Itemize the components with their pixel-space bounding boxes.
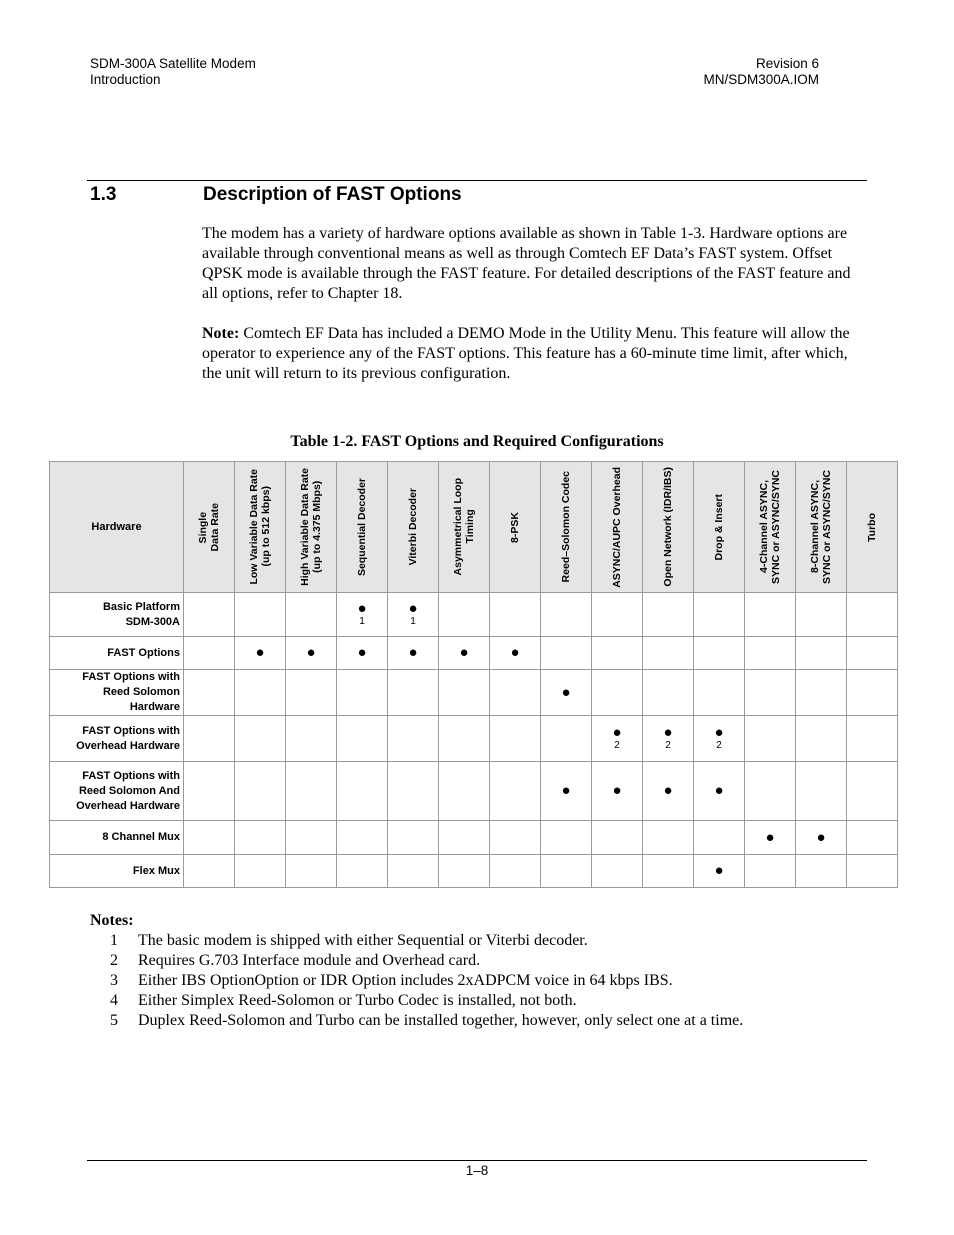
table-cell: [847, 716, 898, 762]
table-cell: [847, 762, 898, 821]
table-row: [50, 716, 898, 762]
note-text: The basic modem is shipped with either Sequential or Viterbi decoder.: [138, 932, 588, 949]
table-cell: [490, 855, 541, 888]
table-cell: [388, 670, 439, 716]
table-cell: [541, 762, 592, 821]
table-cell: [796, 716, 847, 762]
support-marker: ●: [714, 862, 724, 879]
column-header-label: Open Network (IDR/IBS): [662, 467, 674, 587]
table-cell: [745, 821, 796, 855]
column-header-label: Viterbi Decoder: [407, 488, 419, 566]
table-cell: [439, 821, 490, 855]
table-cell: [541, 593, 592, 637]
note-number: 2: [110, 952, 118, 969]
column-header: [643, 462, 694, 593]
table-row: [50, 670, 898, 716]
support-marker: ●: [816, 828, 826, 846]
table-cell: [286, 670, 337, 716]
table-cell: [184, 670, 235, 716]
table-cell: [592, 593, 643, 637]
table-cell: [796, 821, 847, 855]
table-row: [50, 637, 898, 670]
table-header: [50, 462, 898, 593]
support-marker: ●: [612, 723, 622, 741]
table-cell: [337, 762, 388, 821]
section-number: 1.3: [90, 184, 117, 205]
table-cell: [796, 670, 847, 716]
table-cell: [286, 637, 337, 670]
table-cell: [694, 762, 745, 821]
table-cell: [286, 593, 337, 637]
table-cell: [184, 637, 235, 670]
table-cell: [286, 855, 337, 888]
note-text: Duplex Reed-Solomon and Turbo can be installed together, however, only select one at a time.: [138, 1012, 744, 1029]
table-cell: [439, 855, 490, 888]
header-chapter: Introduction: [90, 72, 161, 87]
support-marker: ●: [663, 723, 673, 741]
table-cell: [694, 716, 745, 762]
column-header-label: Sequential Decoder: [356, 477, 368, 577]
hardware-column-header: Hardware: [50, 462, 184, 593]
column-header: [592, 462, 643, 593]
table-cell: [541, 821, 592, 855]
column-header: [847, 462, 898, 593]
table-cell: [439, 670, 490, 716]
table-cell: [796, 762, 847, 821]
table-cell: [337, 821, 388, 855]
header-right: [703, 56, 819, 88]
column-header: [337, 462, 388, 593]
table-cell: [694, 855, 745, 888]
column-header-label: 4-Channel ASYNC, SYNC or ASYNC/SYNC: [758, 470, 782, 584]
column-header: [286, 462, 337, 593]
support-marker: ●: [306, 644, 316, 661]
table-cell: [235, 821, 286, 855]
column-header-label: Turbo: [866, 512, 878, 542]
header-doc-number: MN/SDM300A.IOM: [703, 72, 819, 87]
table-cell: [643, 670, 694, 716]
fast-options-table: [49, 461, 898, 888]
table-row: [50, 821, 898, 855]
note-item: [110, 931, 743, 951]
note-number: 4: [110, 992, 118, 1009]
table-cell: [235, 762, 286, 821]
table-header-row: [50, 462, 898, 593]
table-cell: [490, 637, 541, 670]
table-cell: [541, 716, 592, 762]
table-cell: [337, 716, 388, 762]
intro-paragraph: The modem has a variety of hardware options available as shown in Table 1-3. Hardware options are available through conventional means as well as through Comtech EF Data’s FAST system. Offset QPSK mode is available through the FAST feature. For detailed descriptions of the FAST feature and all options, refer to Chapter 18.: [202, 225, 851, 302]
table-cell: [184, 855, 235, 888]
support-marker: ●: [561, 683, 571, 701]
note-item: [110, 971, 743, 991]
header-document-title: SDM-300A Satellite Modem: [90, 56, 256, 71]
table-cell: [541, 670, 592, 716]
page-number: 1–8: [465, 1163, 489, 1178]
table-cell: [541, 637, 592, 670]
table-cell: [490, 762, 541, 821]
table-cell: [235, 716, 286, 762]
note-item: [110, 1011, 743, 1031]
note-item: [110, 991, 743, 1011]
table-row: [50, 762, 898, 821]
cell-note-reference: 2: [614, 739, 620, 751]
row-label: Basic Platform SDM-300A: [50, 593, 184, 637]
row-label: FAST Options with Reed Solomon And Overhead Hardware: [50, 762, 184, 821]
table-cell: [745, 855, 796, 888]
table-cell: [286, 821, 337, 855]
table-cell: [235, 670, 286, 716]
table-cell: [490, 821, 541, 855]
support-marker: ●: [357, 599, 367, 617]
support-marker: ●: [612, 782, 622, 799]
column-header: [184, 462, 235, 593]
column-header-label: ASYNC/AUPC Overhead: [611, 466, 623, 588]
table-cell: [847, 670, 898, 716]
support-marker: ●: [357, 644, 367, 661]
note-text: Either Simplex Reed-Solomon or Turbo Codec is installed, not both.: [138, 992, 577, 1009]
table-cell: [592, 762, 643, 821]
table-cell: [745, 716, 796, 762]
column-header-label: Reed–Solomon Codec: [560, 471, 572, 583]
table-cell: [184, 716, 235, 762]
column-header: [388, 462, 439, 593]
table-cell: [592, 821, 643, 855]
header-revision: Revision 6: [755, 56, 819, 71]
row-label: 8 Channel Mux: [50, 821, 184, 855]
note-number: 5: [110, 1012, 118, 1029]
table-cell: [847, 855, 898, 888]
section-title: Description of FAST Options: [203, 184, 462, 205]
table-cell: [388, 821, 439, 855]
table-cell: [643, 821, 694, 855]
table-cell: [745, 637, 796, 670]
column-header-label: 8-PSK: [509, 511, 521, 543]
table-cell: [439, 762, 490, 821]
cell-note-reference: 1: [359, 615, 365, 627]
note-label: Note:: [202, 325, 240, 342]
table-cell: [439, 716, 490, 762]
table-cell: [388, 637, 439, 670]
table-cell: [337, 855, 388, 888]
cell-note-reference: 2: [716, 739, 722, 751]
table-cell: [490, 670, 541, 716]
table-cell: [643, 716, 694, 762]
column-header-label: Low Variable Data Rate (up to 512 kbps): [248, 469, 272, 585]
support-marker: ●: [663, 782, 673, 799]
table-cell: [235, 855, 286, 888]
column-header-label: High Variable Data Rate (up to 4.375 Mbps): [299, 468, 323, 586]
table-cell: [184, 821, 235, 855]
row-label: FAST Options with Reed Solomon Hardware: [50, 670, 184, 716]
column-header: [490, 462, 541, 593]
note-text: Comtech EF Data has included a DEMO Mode in the Utility Menu. This feature will allow the operator to experience any of the FAST options. This feature has a 60-minute time limit, after which, the unit will return to its previous configuration.: [202, 325, 850, 382]
table-cell: [388, 716, 439, 762]
notes-list: [110, 931, 743, 1031]
table-row: [50, 855, 898, 888]
column-header: [694, 462, 745, 593]
table-cell: [847, 593, 898, 637]
table-cell: [643, 593, 694, 637]
table-cell: [439, 593, 490, 637]
footer-divider: [87, 1160, 867, 1161]
table-cell: [286, 716, 337, 762]
column-header: [796, 462, 847, 593]
cell-note-reference: 1: [410, 615, 416, 627]
table-cell: [796, 855, 847, 888]
column-header: [745, 462, 796, 593]
table-cell: [388, 593, 439, 637]
note-number: 1: [110, 932, 118, 949]
table-cell: [541, 855, 592, 888]
table-cell: [643, 637, 694, 670]
table-cell: [592, 716, 643, 762]
row-label: FAST Options with Overhead Hardware: [50, 716, 184, 762]
header-left: [90, 56, 256, 88]
note-text: Either IBS OptionOption or IDR Option includes 2xADPCM voice in 64 kbps IBS.: [138, 972, 673, 989]
support-marker: ●: [765, 828, 775, 846]
column-header-label: Drop & Insert: [713, 493, 725, 561]
note-item: [110, 951, 743, 971]
table-cell: [592, 637, 643, 670]
table-cell: [235, 593, 286, 637]
support-marker: ●: [561, 782, 571, 799]
table-cell: [745, 670, 796, 716]
column-header-label: Asymmetrical Loop Timing: [452, 478, 476, 576]
table-cell: [643, 762, 694, 821]
table-cell: [337, 670, 388, 716]
table-cell: [796, 593, 847, 637]
table-cell: [184, 762, 235, 821]
table-cell: [694, 637, 745, 670]
table-cell: [847, 821, 898, 855]
table-cell: [439, 637, 490, 670]
table-cell: [694, 670, 745, 716]
column-header: [235, 462, 286, 593]
table-cell: [388, 855, 439, 888]
cell-note-reference: 2: [665, 739, 671, 751]
table-cell: [235, 637, 286, 670]
support-marker: ●: [459, 644, 469, 661]
table-cell: [337, 593, 388, 637]
table-cell: [490, 716, 541, 762]
table-cell: [592, 670, 643, 716]
table-cell: [643, 855, 694, 888]
note-paragraph: [202, 324, 867, 384]
row-label: Flex Mux: [50, 855, 184, 888]
table-cell: [745, 593, 796, 637]
table-cell: [592, 855, 643, 888]
table-cell: [796, 637, 847, 670]
table-body: [50, 593, 898, 888]
section-divider: [87, 180, 867, 181]
table-cell: [490, 593, 541, 637]
table-cell: [286, 762, 337, 821]
support-marker: ●: [714, 723, 724, 741]
table-cell: [847, 637, 898, 670]
table-cell: [694, 821, 745, 855]
note-number: 3: [110, 972, 118, 989]
column-header: [541, 462, 592, 593]
row-label: FAST Options: [50, 637, 184, 670]
table-cell: [337, 637, 388, 670]
table-cell: [745, 762, 796, 821]
support-marker: ●: [408, 599, 418, 617]
column-header: [439, 462, 490, 593]
table-row: [50, 593, 898, 637]
column-header-label: Single Data Rate: [197, 502, 221, 552]
support-marker: ●: [510, 644, 520, 661]
support-marker: ●: [255, 644, 265, 661]
notes-title: Notes:: [90, 912, 134, 929]
table-caption: Table 1-2. FAST Options and Required Configurations: [290, 433, 664, 450]
table-cell: [388, 762, 439, 821]
column-header-label: 8-Channel ASYNC, SYNC or ASYNC/SYNC: [809, 470, 833, 584]
support-marker: ●: [714, 782, 724, 799]
support-marker: ●: [408, 644, 418, 661]
table-cell: [184, 593, 235, 637]
note-text: Requires G.703 Interface module and Overhead card.: [138, 952, 481, 969]
table-cell: [694, 593, 745, 637]
